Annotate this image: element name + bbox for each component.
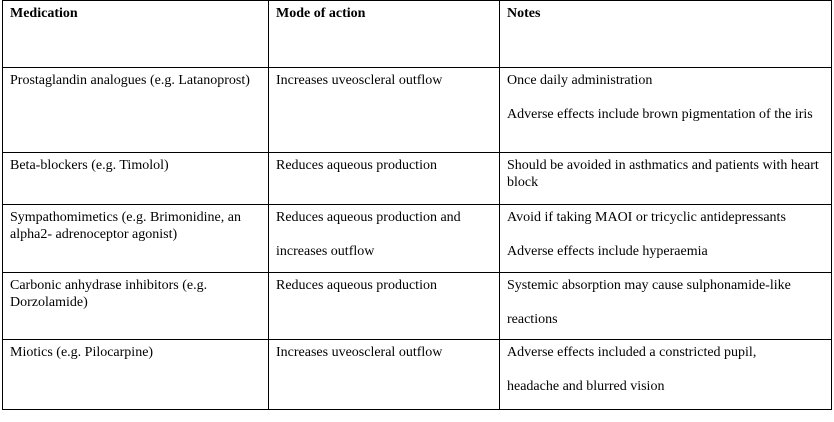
medication-cell (3, 273, 269, 340)
medication-text: Beta-blockers (e.g. Timolol) (10, 158, 169, 173)
notes-text: Adverse effects include hyperaemia (507, 244, 708, 259)
medication-cell (3, 205, 269, 273)
notes-text: Systemic absorption may cause sulphonamide-like (507, 278, 791, 293)
mode-text: Reduces aqueous production and (276, 210, 461, 225)
notes-cell (500, 153, 832, 205)
notes-cell (500, 340, 832, 410)
mode-cell (269, 340, 500, 410)
mode-text: Reduces aqueous production (276, 158, 437, 173)
notes-text: reactions (507, 312, 558, 327)
medication-cell (3, 340, 269, 410)
medication-cell (3, 153, 269, 205)
medication-text: Sympathomimetics (e.g. Brimonidine, an alpha2- adrenoceptor agonist) (10, 210, 241, 242)
mode-cell (269, 68, 500, 153)
mode-cell (269, 153, 500, 205)
medication-text: Carbonic anhydrase inhibitors (e.g. Dorzolamide) (10, 278, 208, 310)
medication-text: Prostaglandin analogues (e.g. Latanoprost) (10, 73, 250, 88)
table-row (3, 205, 832, 273)
notes-text: Adverse effects include brown pigmentation of the iris (507, 107, 813, 122)
notes-text: Adverse effects included a constricted pupil, (507, 345, 757, 360)
mode-cell (269, 273, 500, 340)
table-header-row (3, 1, 832, 68)
medication-cell (3, 68, 269, 153)
notes-cell (500, 205, 832, 273)
table-row (3, 340, 832, 410)
mode-text: increases outflow (276, 244, 375, 259)
mode-text: Increases uveoscleral outflow (276, 345, 443, 360)
notes-text: Should be avoided in asthmatics and patients with heart block (507, 158, 819, 190)
medication-table (2, 0, 832, 410)
notes-cell (500, 273, 832, 340)
header-notes: Notes (500, 1, 832, 68)
mode-text: Reduces aqueous production (276, 278, 437, 293)
notes-text: Avoid if taking MAOI or tricyclic antidepressants (507, 210, 786, 225)
notes-text: Once daily administration (507, 73, 653, 88)
table-row (3, 273, 832, 340)
table-row (3, 68, 832, 153)
notes-cell (500, 68, 832, 153)
table-row (3, 153, 832, 205)
header-mode-of-action: Mode of action (269, 1, 500, 68)
medication-text: Miotics (e.g. Pilocarpine) (10, 345, 154, 360)
header-medication: Medication (3, 1, 269, 68)
notes-text: headache and blurred vision (507, 379, 665, 394)
mode-cell (269, 205, 500, 273)
mode-text: Increases uveoscleral outflow (276, 73, 443, 88)
